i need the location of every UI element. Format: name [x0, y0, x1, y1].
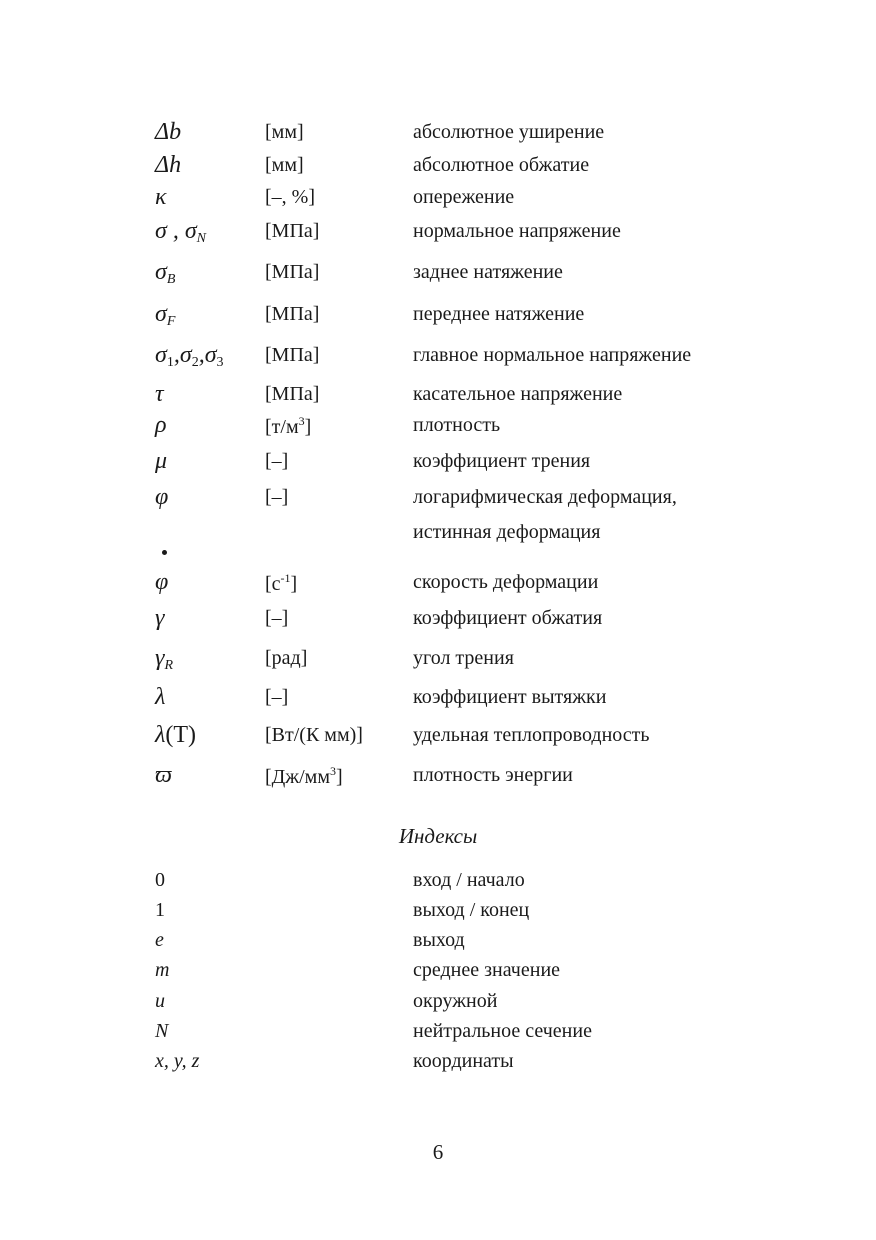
symbol-row — [0, 569, 876, 601]
unit: [мм] — [265, 154, 304, 176]
symbol-row — [0, 605, 876, 637]
symbol: $\sigma_1,\sigma_2,\sigma_3$ — [155, 342, 224, 370]
unit: [рад] — [265, 647, 308, 669]
index-description: вход / начало — [413, 869, 525, 891]
symbol-row — [0, 381, 876, 413]
unit: [–, %] — [265, 186, 315, 208]
description: касательное напряжение — [413, 383, 623, 405]
unit: [–] — [265, 486, 289, 508]
unit: $[т/м^3]$ — [265, 414, 312, 438]
symbol: λ(T) — [155, 722, 197, 748]
index-description: координаты — [413, 1050, 514, 1072]
page-number: 6 — [432, 1140, 444, 1164]
unit: [МПа] — [265, 344, 320, 366]
unit: [–] — [265, 607, 289, 629]
symbol-row — [0, 184, 876, 216]
index-symbol: u — [155, 990, 165, 1012]
index-row — [0, 929, 876, 961]
description: абсолютное обжатие — [413, 154, 590, 176]
symbol: φ — [155, 484, 169, 510]
symbol-row — [0, 645, 876, 677]
index-description: среднее значение — [413, 959, 561, 981]
symbol: Δh — [155, 152, 182, 178]
symbol: Δb — [155, 119, 182, 145]
index-row — [0, 959, 876, 991]
description: коэффициент вытяжки — [413, 686, 607, 708]
index-symbol: 0 — [155, 869, 165, 891]
symbol: $\sigma_F$ — [155, 301, 176, 329]
symbol-row — [0, 218, 876, 250]
symbol-row — [0, 722, 876, 754]
symbol: ϖ — [155, 762, 172, 788]
index-row — [0, 899, 876, 931]
description: удельная теплопроводность — [413, 724, 650, 746]
unit: [МПа] — [265, 303, 320, 325]
symbol-row — [0, 762, 876, 794]
unit: [МПа] — [265, 261, 320, 283]
symbol-row — [0, 448, 876, 480]
description: коэффициент трения — [413, 450, 591, 472]
index-description: выход — [413, 929, 465, 951]
description: логарифмическая деформация, — [413, 486, 677, 508]
index-description: нейтральное сечение — [413, 1020, 592, 1042]
description: нормальное напряжение — [413, 220, 621, 242]
description: главное нормальное напряжение — [413, 344, 692, 366]
description: опережение — [413, 186, 515, 208]
symbol: σ , $\sigma_N$ — [155, 218, 207, 246]
symbol: μ — [155, 448, 168, 474]
symbol: τ — [155, 381, 164, 407]
index-symbol: x, y, z — [155, 1050, 200, 1072]
unit: [Вт/(К мм)] — [265, 724, 363, 746]
index-description: выход / конец — [413, 899, 530, 921]
description: коэффициент обжатия — [413, 607, 603, 629]
symbol-row — [0, 301, 876, 333]
index-row — [0, 1020, 876, 1052]
unit: $[Дж/мм^3]$ — [265, 764, 343, 788]
description: переднее натяжение — [413, 303, 585, 325]
unit: [МПа] — [265, 383, 320, 405]
index-symbol: N — [155, 1020, 169, 1042]
description: скорость деформации — [413, 571, 599, 593]
symbol-row — [0, 259, 876, 291]
index-description: окружной — [413, 990, 498, 1012]
symbol: $\gamma_R$ — [155, 645, 174, 673]
index-row — [0, 1050, 876, 1082]
time-derivative-dot — [162, 550, 167, 555]
index-symbol: 1 — [155, 899, 165, 921]
unit: $[с^{-1}]$ — [265, 571, 298, 595]
unit: [–] — [265, 450, 289, 472]
unit: [мм] — [265, 121, 304, 143]
symbol: $\sigma_B$ — [155, 259, 176, 287]
description: плотность энергии — [413, 764, 573, 786]
symbol: ρ — [155, 412, 167, 438]
description-continuation — [0, 519, 876, 551]
symbol: κ — [155, 184, 167, 210]
symbol: γ — [155, 605, 165, 631]
symbol-row — [0, 484, 876, 516]
symbol-row — [0, 152, 876, 184]
index-symbol: e — [155, 929, 164, 951]
index-row — [0, 869, 876, 901]
description: абсолютное уширение — [413, 121, 605, 143]
symbol: λ — [155, 684, 166, 710]
unit: [–] — [265, 686, 289, 708]
symbol-row — [0, 342, 876, 374]
symbol-row — [0, 119, 876, 151]
unit: [МПа] — [265, 220, 320, 242]
symbol-row — [0, 412, 876, 444]
symbol-row — [0, 684, 876, 716]
index-symbol: m — [155, 959, 170, 981]
index-row — [0, 990, 876, 1022]
description: угол трения — [413, 647, 514, 669]
description: заднее натяжение — [413, 261, 563, 283]
section-heading: Индексы — [398, 824, 478, 848]
symbol: φ — [155, 569, 169, 595]
description: плотность — [413, 414, 501, 436]
description-cont: истинная деформация — [413, 521, 601, 543]
